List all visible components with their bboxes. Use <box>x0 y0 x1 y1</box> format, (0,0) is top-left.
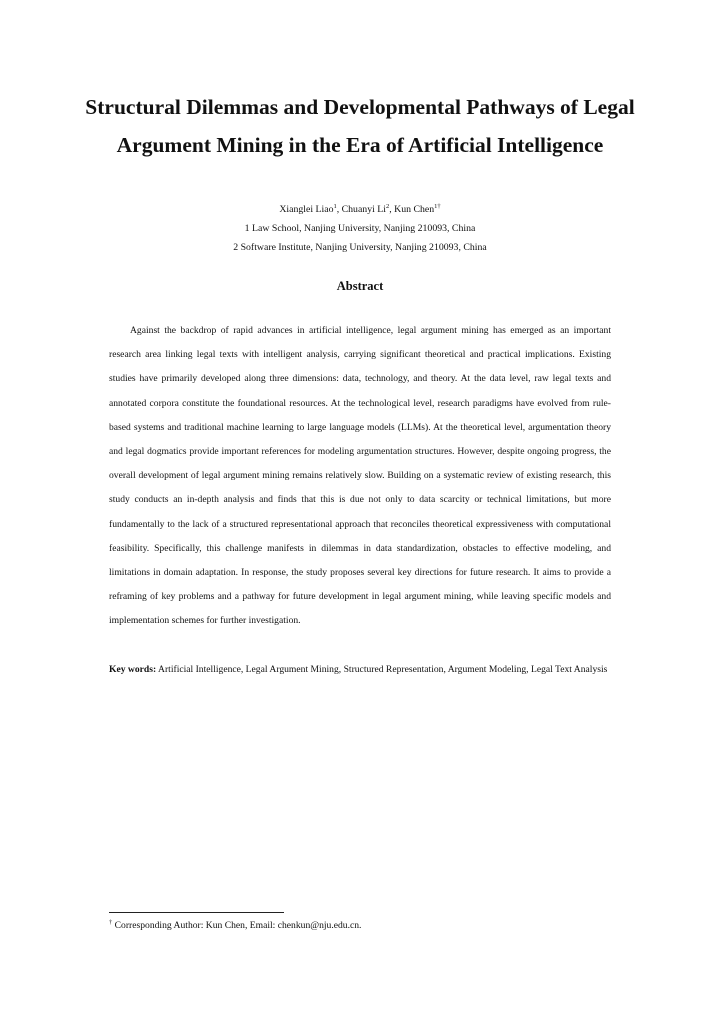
abstract-text: Against the backdrop of rapid advances in artificial intelligence, legal argument mining has emerged as an important research area linking legal texts with intelligent analysis, carrying significant theoretical and practical implications. Existing studies have primarily developed along three dimensions: data, technology, and theory. At the data level, raw legal texts and annotated corpora constitute the foundational resources. At the technological level, research paradigms have evolved from rule-based systems and traditional machine learning to large language models (LLMs). At the theoretical level, argumentation theory and legal dogmatics provide important references for modeling argumentation structures. However, despite ongoing progress, the overall development of legal argument mining remains relatively slow. Building on a systematic review of existing research, this study conducts an in-depth analysis and finds that this is due not only to data scarcity or technical limitations, but more fundamentally to the lack of a structured representational approach that reconciles theoretical expressiveness with computational feasibility. Specifically, this challenge manifests in dilemmas in data standardization, obstacles to effective modeling, and limitations in domain adaptation. In response, the study proposes several key directions for future research. It aims to provide a reframing of key problems and a pathway for future development in legal argument mining, while leaving specific models and implementation schemes for further investigation. <box>109 325 611 627</box>
abstract-heading: Abstract <box>336 279 384 293</box>
author-list <box>80 203 640 216</box>
author-separator: , <box>336 204 342 215</box>
footnote-divider <box>109 912 284 913</box>
affiliation: 1 Law School, Nanjing University, Nanjing 210093, China <box>244 223 476 234</box>
keywords <box>109 658 611 682</box>
author-affiliation-mark: 1 <box>333 203 337 210</box>
keywords-label: Key words: <box>109 664 157 675</box>
keywords-text: Artificial Intelligence, Legal Argument Mining, Structured Representation, Argument Modeling, Legal Text Analysis <box>158 664 608 675</box>
author-separator: , <box>389 204 395 215</box>
footnote-text: Corresponding Author: Kun Chen, Email: chenkun@nju.edu.cn. <box>114 920 362 931</box>
footnote <box>109 919 361 932</box>
affiliation: 2 Software Institute, Nanjing University, Nanjing 210093, China <box>233 242 487 253</box>
author-name: Chuanyi Li <box>341 204 386 215</box>
author-name: Kun Chen <box>394 204 435 215</box>
author-affiliation-mark: 2 <box>385 203 390 210</box>
author-name: Xianglei Liao <box>279 204 334 215</box>
paper-title: Structural Dilemmas and Developmental Pathways of Legal Argument Mining in the Era of Artificial Intelligence <box>85 95 635 157</box>
footnote-mark: † <box>109 919 113 926</box>
author-affiliation-mark: 1† <box>434 203 441 210</box>
